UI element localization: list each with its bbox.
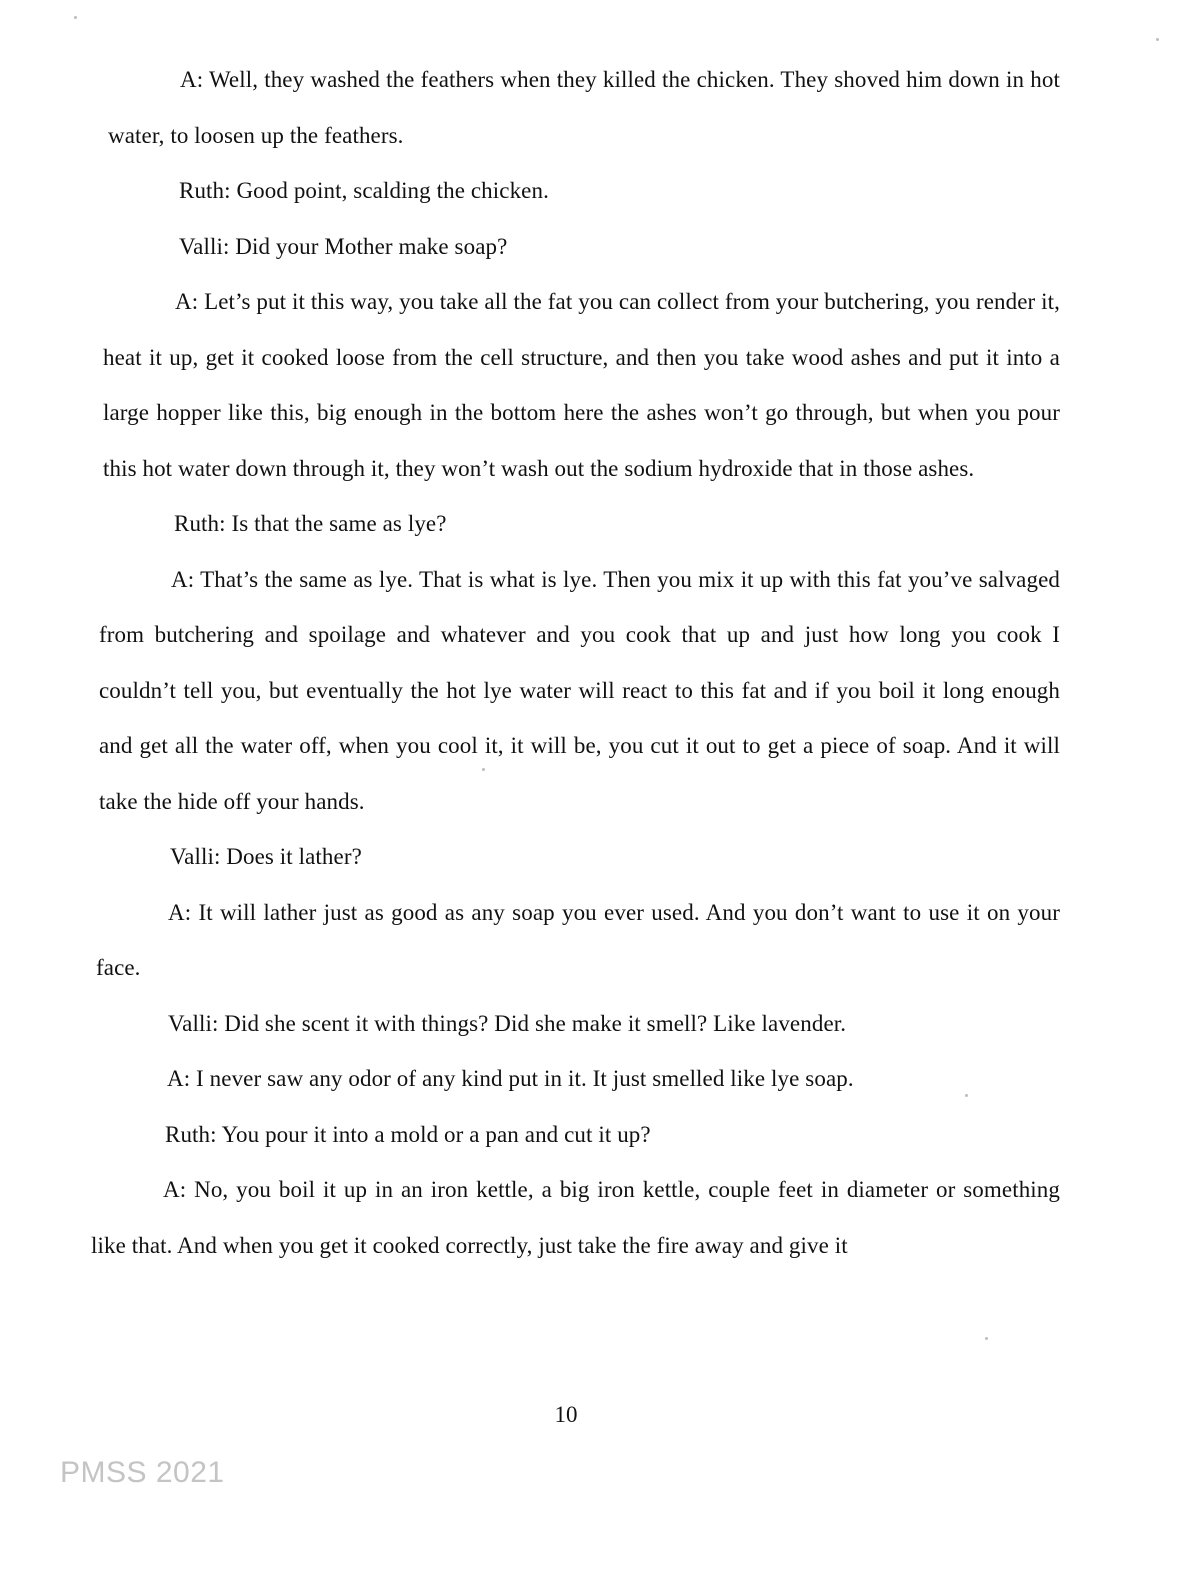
scan-speck <box>74 16 77 19</box>
paragraph-text: A: Well, they washed the feathers when they killed the chicken. They shoved him down in hot water, to loosen up the feathers. <box>108 67 1060 148</box>
paragraph-text: A: That’s the same as lye. That is what is lye. Then you mix it up with this fat you’ve salvaged from butchering and spoilage and whatever and you cook that up and just how long you cook I couldn’t tell you, but eventually the hot lye water will react to this fat and if you boil it long enough and get all the water off, when you cool it, it will be, you cut it out to get a piece of soap. And it will take the hide off your hands. <box>99 566 1060 814</box>
transcript-paragraph <box>0 996 1200 1052</box>
transcript-paragraph <box>0 52 1200 163</box>
transcript-paragraph <box>0 829 1200 885</box>
transcript-paragraph <box>0 885 1200 996</box>
transcript-paragraph <box>0 219 1200 275</box>
paragraph-text: A: I never saw any odor of any kind put in it. It just smelled like lye soap. <box>167 1066 854 1091</box>
paragraph-text: A: It will lather just as good as any soap you ever used. And you don’t want to use it on your face. <box>96 899 1060 980</box>
paragraph-text: Valli: Does it lather? <box>170 844 362 869</box>
page-number: 10 <box>554 1402 578 1427</box>
scan-speck <box>482 768 485 771</box>
paragraph-text: Ruth: You pour it into a mold or a pan and cut it up? <box>165 1121 651 1147</box>
scan-speck <box>985 1337 988 1340</box>
transcript-paragraph <box>0 1162 1200 1273</box>
transcript-paragraph <box>0 1051 1200 1107</box>
transcript-paragraph <box>0 1107 1200 1163</box>
paragraph-text: Ruth: Good point, scalding the chicken. <box>179 178 549 203</box>
scan-speck <box>965 1094 968 1097</box>
transcript-paragraph <box>0 552 1200 830</box>
interview-transcript <box>0 52 1200 1273</box>
paragraph-text: Valli: Did your Mother make soap? <box>179 233 508 259</box>
paragraph-text: Valli: Did she scent it with things? Did she make it smell? Like lavender. <box>168 1010 847 1036</box>
paragraph-text: Ruth: Is that the same as lye? <box>174 511 447 536</box>
paragraph-text: A: Let’s put it this way, you take all the fat you can collect from your butchering, you render it, heat it up, get it cooked loose from the cell structure, and then you take wood ashes and put it into a large hopper like this, big enough in the bottom here the ashes won’t go through, but when you pour this hot water down through it, they won’t wash out the sodium hydroxide that in those ashes. <box>103 289 1060 481</box>
transcript-paragraph <box>0 274 1200 496</box>
scan-speck <box>1156 38 1159 41</box>
paragraph-text: A: No, you boil it up in an iron kettle, a big iron kettle, couple feet in diameter or something like that. And when you get it cooked correctly, just take the fire away and give it <box>91 1177 1060 1258</box>
transcript-paragraph <box>0 163 1200 219</box>
transcript-paragraph <box>0 496 1200 552</box>
watermark-text: PMSS 2021 <box>60 1456 225 1489</box>
